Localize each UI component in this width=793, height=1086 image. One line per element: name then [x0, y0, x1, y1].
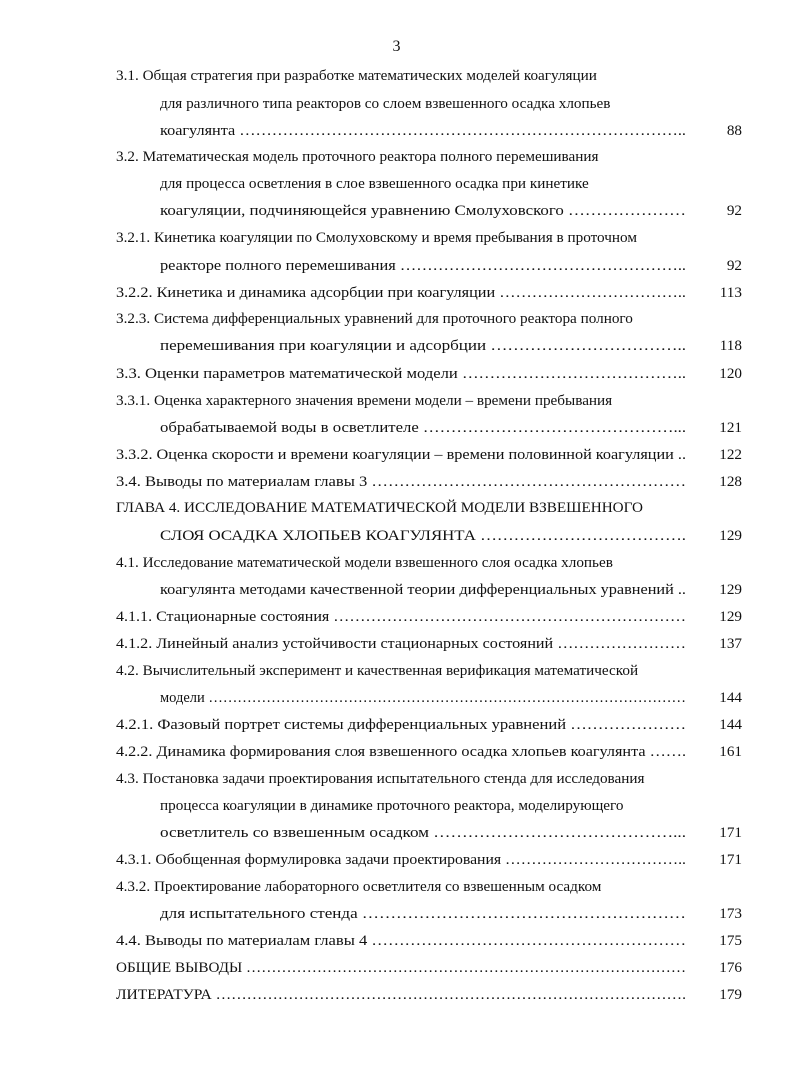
toc-page-number: 88	[726, 122, 742, 139]
toc-entry-title[interactable]: ЛИТЕРАТУРА ……………………………………………………………………………….	[116, 986, 686, 1003]
toc-entry-title[interactable]: 3.3.2. Оценка скорости и времени коагуляции – времени половинной коагуляции ..	[116, 446, 686, 463]
toc-entry-title[interactable]: для испытательного стенда …………………………………………………	[160, 905, 686, 922]
toc-entry-line: 3.2. Математическая модель проточного реактора полного перемешивания	[116, 148, 599, 165]
toc-entry-title[interactable]: 3.2.2. Кинетика и динамика адсорбции при коагуляции ……………………………..	[116, 284, 686, 301]
toc-page-number: 122	[719, 446, 742, 463]
toc-page-number: 161	[719, 743, 742, 760]
toc-entry-title[interactable]: 4.3.1. Обобщенная формулировка задачи проектирования ……………………………..	[116, 851, 686, 868]
toc-entry-line: для различного типа реакторов со слоем взвешенного осадка хлопьев	[160, 95, 611, 112]
toc-entry-title[interactable]: обрабатываемой воды в осветлителе ………………………………………...	[160, 419, 686, 436]
toc-entry-title[interactable]: перемешивания при коагуляции и адсорбции ……………………………..	[160, 337, 686, 354]
toc-entry-title[interactable]: модели ………………………………………………………………………………………	[160, 689, 686, 706]
toc-page-number: 137	[719, 635, 742, 652]
toc-page-number: 176	[719, 959, 742, 976]
toc-entry-line: ГЛАВА 4. ИССЛЕДОВАНИЕ МАТЕМАТИЧЕСКОЙ МОДЕЛИ ВЗВЕШЕННОГО	[116, 499, 644, 516]
toc-entry-title[interactable]: реакторе полного перемешивания ……………………………………………..	[160, 257, 686, 274]
toc-page-number: 171	[719, 851, 742, 868]
toc-page-number: 121	[719, 419, 742, 436]
toc-page-number: 144	[719, 689, 742, 706]
toc-entry-title[interactable]: 4.2.1. Фазовый портрет системы дифференциальных уравнений …………………	[116, 716, 686, 733]
toc-entry-title[interactable]: 4.1.2. Линейный анализ устойчивости стационарных состояний ……………………	[116, 635, 686, 652]
toc-page-number: 179	[719, 986, 742, 1003]
toc-entry-line: 3.3.1. Оценка характерного значения времени модели – времени пребывания	[116, 392, 613, 409]
toc-page-number: 128	[719, 473, 742, 490]
toc-entry-title[interactable]: ОБЩИЕ ВЫВОДЫ ……………………………………………………………………………	[116, 959, 686, 976]
toc-entry-line: 3.1. Общая стратегия при разработке математических моделей коагуляции	[116, 67, 597, 84]
toc-entry-title[interactable]: 4.4. Выводы по материалам главы 4 …………………………………………………	[116, 932, 686, 949]
toc-page-number: 175	[719, 932, 742, 949]
toc-page-number: 118	[719, 337, 742, 354]
toc-entry-line: 3.2.3. Система дифференциальных уравнений для проточного реактора полного	[116, 310, 633, 327]
toc-entry-title[interactable]: коагуляции, подчиняющейся уравнению Смолуховского …………………	[160, 202, 686, 219]
toc-page-number: 171	[719, 824, 742, 841]
toc-page-number: 173	[719, 905, 742, 922]
toc-entry-title[interactable]: 4.2.2. Динамика формирования слоя взвешенного осадка хлопьев коагулянта …….	[116, 743, 686, 760]
toc-page-number: 144	[719, 716, 742, 733]
toc-entry-line: 4.3. Постановка задачи проектирования испытательного стенда для исследования	[116, 770, 645, 787]
toc-entry-line: 4.2. Вычислительный эксперимент и качественная верификация математической	[116, 662, 639, 679]
toc-page-number: 129	[719, 608, 742, 625]
toc-entry-line: 3.2.1. Кинетика коагуляции по Смолуховскому и время пребывания в проточном	[116, 229, 637, 246]
toc-page-number: 129	[719, 581, 742, 598]
toc-entry-line: 4.3.2. Проектирование лабораторного осветлителя со взвешенным осадком	[116, 878, 602, 895]
toc-page-number: 120	[719, 365, 742, 382]
toc-entry-line: 4.1. Исследование математической модели взвешенного слоя осадка хлопьев	[116, 554, 613, 571]
toc-entry-title[interactable]: 3.4. Выводы по материалам главы 3 …………………………………………………	[116, 473, 686, 490]
toc-entry-title[interactable]: коагулянта методами качественной теории дифференциальных уравнений ..	[160, 581, 686, 598]
toc-page-number: 92	[726, 257, 742, 274]
toc-entry-title[interactable]: коагулянта ………………………………………………………………………..	[160, 122, 686, 139]
toc-page-number: 92	[726, 202, 742, 219]
toc-page-number: 129	[719, 527, 742, 544]
toc-entry-line: для процесса осветления в слое взвешенного осадка при кинетике	[160, 175, 589, 192]
toc-entry-title[interactable]: СЛОЯ ОСАДКА ХЛОПЬЕВ КОАГУЛЯНТА ……………………………….	[160, 527, 686, 544]
toc-page-number: 113	[719, 284, 742, 301]
toc-entry-title[interactable]: 4.1.1. Стационарные состояния …………………………………………………………	[116, 608, 686, 625]
page-number: 3	[392, 38, 401, 55]
toc-entry-title[interactable]: осветлитель со взвешенным осадком ……………………………………...	[160, 824, 686, 841]
toc-entry-title[interactable]: 3.3. Оценки параметров математической модели …………………………………..	[116, 365, 686, 382]
toc-entry-line: процесса коагуляции в динамике проточного реактора, моделирующего	[160, 797, 624, 814]
